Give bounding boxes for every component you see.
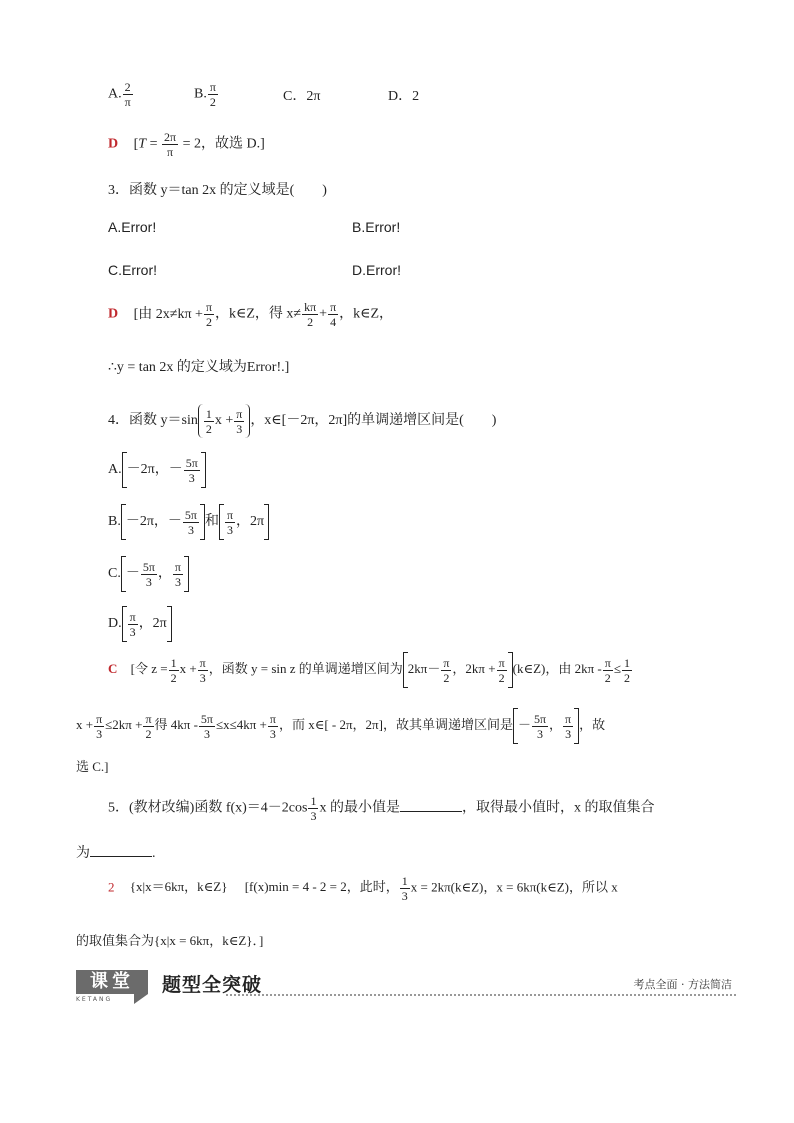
answer-text: [令 z = bbox=[130, 660, 168, 676]
q5-stem bbox=[108, 794, 654, 823]
numerator: kπ bbox=[304, 300, 317, 314]
bracket-right bbox=[167, 606, 172, 642]
denominator: 2 bbox=[604, 670, 611, 685]
option-text: 和 bbox=[204, 514, 219, 530]
banner-slogan: 考点全面 · 方法简洁 bbox=[633, 978, 732, 991]
denominator: 3 bbox=[188, 470, 195, 485]
answer-set: {x|x＝6kπ，k∈Z} bbox=[129, 879, 228, 895]
numerator: 2 bbox=[123, 80, 133, 95]
option-text: －2π，－ bbox=[126, 462, 183, 478]
fraction bbox=[497, 656, 507, 685]
answer-text: ，故 bbox=[579, 716, 606, 732]
answer-text: + bbox=[319, 306, 328, 322]
bracket-left bbox=[219, 504, 224, 540]
denominator: 3 bbox=[565, 726, 572, 741]
option-label: A. bbox=[108, 86, 122, 102]
denominator: 2 bbox=[205, 315, 212, 329]
stem-text: . bbox=[152, 846, 156, 861]
option-label: A. bbox=[108, 462, 122, 478]
denominator: 3 bbox=[129, 624, 136, 639]
denominator: 3 bbox=[537, 726, 543, 741]
option-label: D. bbox=[108, 616, 122, 632]
q3-option-c: C.Error! bbox=[108, 262, 157, 278]
q4-option-a bbox=[108, 452, 206, 488]
numerator: 1 bbox=[623, 655, 630, 670]
answer-letter: D bbox=[108, 136, 119, 152]
denominator: 2 bbox=[307, 315, 314, 329]
answer-blank[interactable] bbox=[90, 842, 152, 857]
answer-text: x + bbox=[179, 660, 197, 676]
fraction bbox=[162, 130, 178, 159]
answer-text: 2kπ－ bbox=[407, 660, 441, 676]
q4-option-b bbox=[108, 504, 269, 540]
numerator: π bbox=[498, 655, 505, 670]
denominator: 2 bbox=[205, 421, 212, 436]
option-label: B. bbox=[194, 86, 207, 102]
answer-text: ，函数 y = sin z 的单调递增区间为 bbox=[208, 660, 403, 676]
section-banner bbox=[76, 970, 736, 1004]
numerator: π bbox=[269, 711, 276, 726]
answer-text: ，而 x∈[ - 2π，2π]，故其单调递增区间是 bbox=[278, 716, 513, 732]
q4-stem bbox=[108, 404, 496, 438]
numerator: 1 bbox=[401, 874, 408, 888]
answer-text: [f(x)min = 4 - 2 = 2，此时， bbox=[244, 879, 399, 895]
fraction bbox=[622, 656, 632, 685]
answer-value: 2 bbox=[108, 879, 115, 895]
q2-answer bbox=[108, 130, 265, 159]
fraction bbox=[94, 712, 104, 741]
q2-option-a bbox=[108, 80, 134, 109]
numerator: π bbox=[565, 711, 572, 726]
q4-answer-line2 bbox=[76, 708, 605, 744]
q5-stem-line2 bbox=[76, 842, 156, 863]
bracket-right bbox=[201, 452, 206, 488]
fraction bbox=[204, 407, 214, 436]
numerator: π bbox=[145, 711, 152, 726]
q4-answer-line3: 选 C.] bbox=[76, 759, 109, 774]
denominator: 3 bbox=[227, 522, 234, 537]
bracket-left bbox=[122, 606, 127, 642]
fraction bbox=[441, 656, 451, 685]
denominator: 2 bbox=[209, 95, 216, 109]
numerator: π bbox=[604, 655, 611, 670]
denominator: 3 bbox=[199, 670, 206, 685]
denominator: 3 bbox=[174, 574, 181, 589]
q4-option-c bbox=[108, 556, 189, 592]
option-label: C. bbox=[108, 566, 121, 582]
numerator: 5π bbox=[200, 711, 213, 726]
answer-text: [由 2x≠kπ + bbox=[133, 306, 203, 322]
numerator: π bbox=[330, 300, 337, 314]
numerator: π bbox=[443, 655, 450, 670]
q4-answer-line1 bbox=[108, 652, 633, 688]
q2-option-d: D．2 bbox=[388, 89, 420, 104]
fraction bbox=[143, 712, 153, 741]
paren-left bbox=[198, 404, 203, 438]
fraction bbox=[328, 300, 338, 329]
denominator: 3 bbox=[96, 726, 103, 741]
fraction bbox=[173, 560, 183, 589]
numerator: 5π bbox=[533, 711, 547, 726]
q3-answer bbox=[108, 300, 393, 329]
banner-sublabel: KETANG bbox=[76, 996, 113, 1003]
banner-divider bbox=[226, 994, 736, 996]
numerator: π bbox=[209, 80, 216, 94]
fraction bbox=[302, 300, 318, 329]
denominator: 3 bbox=[203, 726, 210, 741]
denominator: 3 bbox=[401, 889, 408, 903]
q3-option-b: B.Error! bbox=[352, 219, 401, 235]
answer-text: ≤ bbox=[613, 660, 621, 676]
numerator: 1 bbox=[205, 406, 212, 421]
q3-stem: 3．函数 y＝tan 2x 的定义域是( ) bbox=[108, 183, 327, 198]
q4-option-d bbox=[108, 606, 172, 642]
q3-option-d: D.Error! bbox=[352, 262, 401, 278]
denominator: 2 bbox=[443, 670, 450, 685]
answer-text: ，k∈Z，得 x≠ bbox=[215, 306, 302, 322]
denominator: 2 bbox=[170, 670, 177, 685]
stem-text: 为 bbox=[76, 846, 90, 861]
fraction bbox=[199, 712, 215, 741]
answer-text: ，2kπ + bbox=[452, 660, 496, 676]
stem-text: 5．(教材改编)函数 f(x)＝4－2cos bbox=[108, 800, 308, 816]
fraction bbox=[123, 80, 133, 109]
option-text: －2π，－ bbox=[125, 514, 182, 530]
stem-text: x + bbox=[214, 413, 234, 429]
numerator: 2π bbox=[164, 130, 177, 144]
option-label: B. bbox=[108, 514, 121, 530]
stem-text: 4．函数 y＝sin bbox=[108, 413, 198, 429]
equals: = bbox=[146, 136, 161, 152]
answer-blank[interactable] bbox=[400, 797, 462, 812]
q5-answer-line2: 的取值集合为{x|x = 6kπ，k∈Z}．] bbox=[76, 933, 264, 948]
fraction bbox=[234, 407, 244, 436]
fraction bbox=[563, 712, 573, 741]
numerator: π bbox=[174, 559, 181, 574]
denominator: 2 bbox=[145, 726, 152, 741]
fraction bbox=[308, 794, 318, 823]
denominator: 3 bbox=[187, 522, 194, 537]
fraction bbox=[400, 874, 410, 903]
q3-answer-line2: ∴y = tan 2x 的定义域为Error!.] bbox=[108, 360, 290, 375]
q5-answer bbox=[108, 874, 618, 903]
answer-text: － bbox=[517, 716, 531, 732]
stem-text: ，x∈[－2π，2π]的单调递增区间是( ) bbox=[250, 413, 497, 429]
q2-option-c: C．2π bbox=[283, 89, 321, 104]
bracket: [ bbox=[133, 136, 139, 152]
banner-label: 课堂 bbox=[76, 970, 148, 994]
banner-triangle bbox=[134, 994, 148, 1004]
numerator: π bbox=[236, 406, 243, 421]
answer-text: x + bbox=[76, 716, 94, 732]
answer-text: ≤2kπ + bbox=[105, 716, 143, 732]
fraction bbox=[204, 300, 214, 329]
answer-text: ，k∈Z， bbox=[339, 306, 394, 322]
q2-option-b bbox=[194, 80, 219, 109]
answer-text: 得 4kπ - bbox=[154, 716, 198, 732]
banner-title: 题型全突破 bbox=[162, 974, 263, 996]
numerator: 5π bbox=[184, 507, 197, 522]
var-t: T bbox=[138, 136, 147, 152]
fraction bbox=[225, 508, 235, 537]
denominator: π bbox=[167, 145, 174, 159]
denominator: 3 bbox=[310, 809, 317, 823]
bracket-right bbox=[264, 504, 269, 540]
answer-text: = 2，故选 D.] bbox=[179, 136, 265, 152]
numerator: π bbox=[226, 507, 234, 522]
q3-option-a: A.Error! bbox=[108, 219, 157, 235]
option-text: ，2π bbox=[138, 616, 167, 632]
denominator: 3 bbox=[269, 726, 276, 741]
answer-text: ， bbox=[549, 716, 563, 732]
answer-letter: D bbox=[108, 306, 119, 322]
stem-text: x 的最小值是 bbox=[319, 800, 400, 816]
bracket-right bbox=[184, 556, 189, 592]
answer-letter: C bbox=[108, 660, 118, 676]
stem-text: ，取得最小值时，x 的取值集合 bbox=[461, 800, 655, 816]
answer-text: ≤x≤4kπ + bbox=[215, 716, 267, 732]
fraction bbox=[208, 80, 218, 109]
numerator: π bbox=[129, 609, 136, 624]
fraction bbox=[268, 712, 278, 741]
fraction bbox=[184, 456, 200, 485]
denominator: 4 bbox=[330, 315, 337, 329]
fraction bbox=[532, 712, 548, 741]
option-text: － bbox=[125, 566, 140, 582]
option-text: ，2π bbox=[236, 514, 265, 530]
option-text: ， bbox=[157, 566, 172, 582]
denominator: 3 bbox=[236, 421, 243, 436]
fraction bbox=[198, 656, 208, 685]
numerator: π bbox=[96, 711, 103, 726]
numerator: π bbox=[205, 300, 212, 314]
numerator: 1 bbox=[170, 655, 177, 670]
answer-text: (k∈Z)，由 2kπ - bbox=[512, 660, 602, 676]
fraction bbox=[128, 610, 138, 639]
fraction bbox=[183, 508, 199, 537]
denominator: 3 bbox=[145, 574, 152, 589]
fraction bbox=[603, 656, 613, 685]
numerator: 5π bbox=[185, 455, 198, 470]
numerator: π bbox=[199, 655, 206, 670]
fraction bbox=[141, 560, 157, 589]
denominator: π bbox=[124, 95, 131, 109]
denominator: 2 bbox=[623, 670, 630, 685]
denominator: 2 bbox=[498, 670, 505, 685]
fraction bbox=[169, 656, 179, 685]
answer-text: x = 2kπ(k∈Z)，x = 6kπ(k∈Z)，所以 x bbox=[410, 879, 618, 895]
numerator: 1 bbox=[310, 794, 317, 808]
numerator: 5π bbox=[142, 559, 155, 574]
